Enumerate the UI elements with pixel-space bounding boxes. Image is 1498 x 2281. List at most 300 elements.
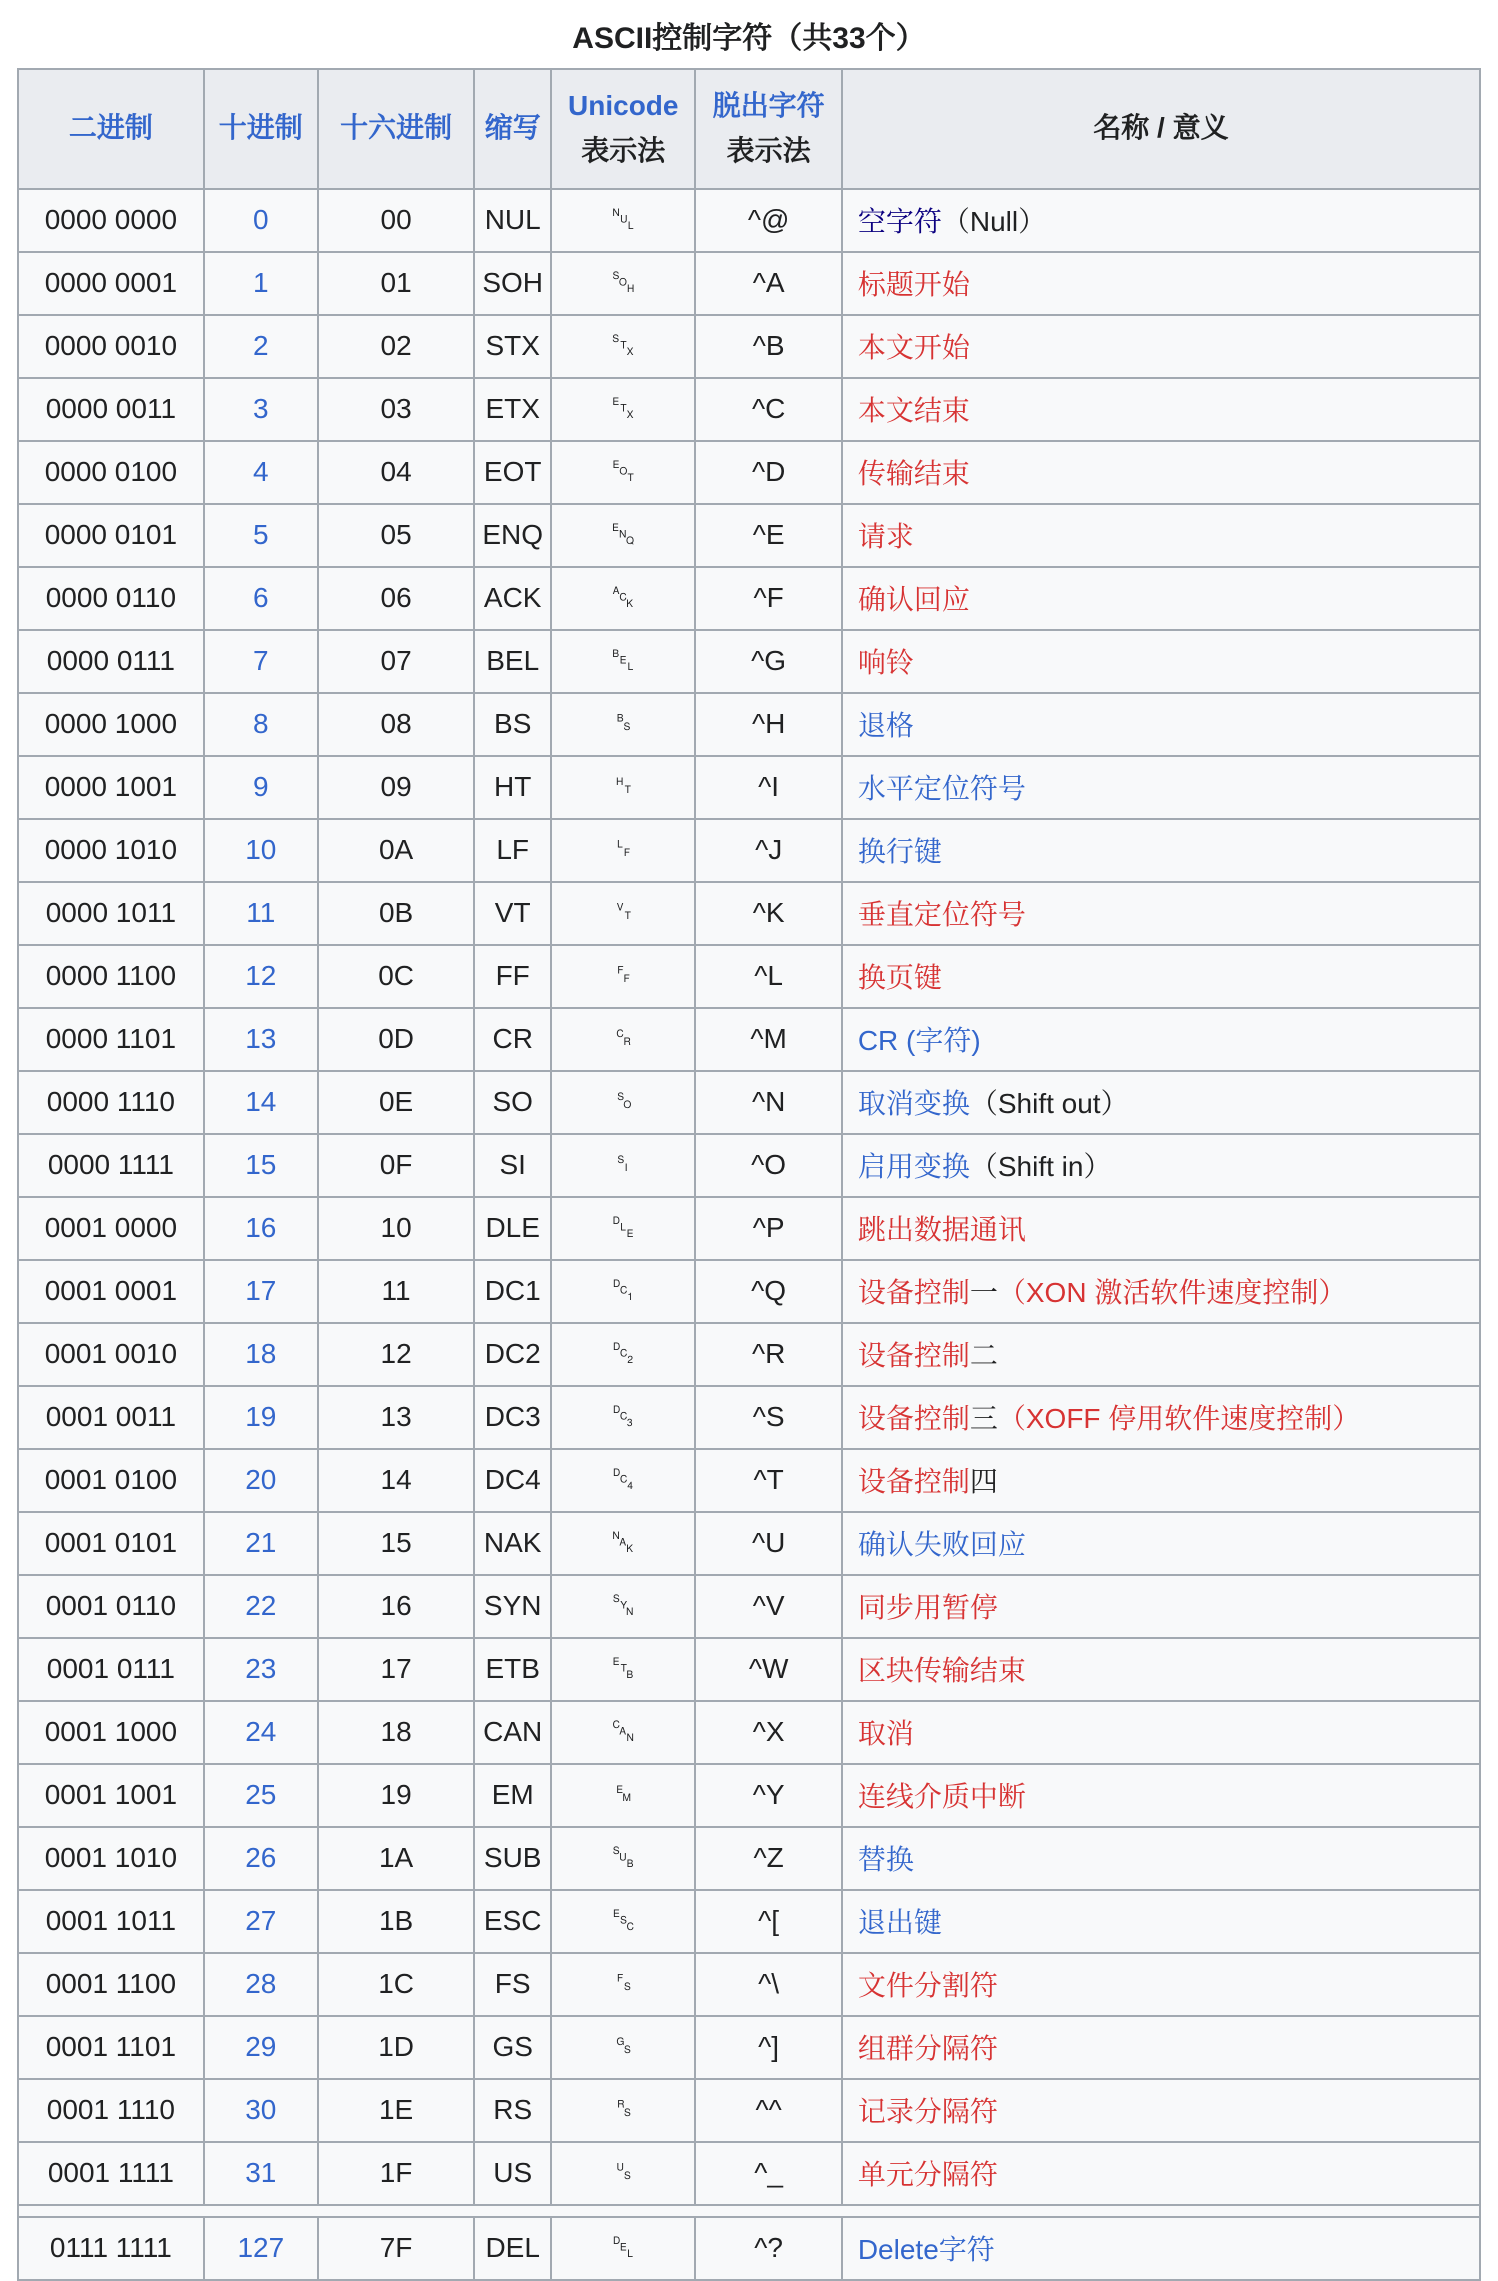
- meaning-text: 一: [969, 1277, 998, 1309]
- meaning-cell: [842, 819, 1480, 882]
- decimal-link[interactable]: 4: [253, 456, 269, 488]
- decimal-cell: [204, 1638, 318, 1701]
- meaning-cell: [842, 693, 1480, 756]
- decimal-link[interactable]: 12: [245, 960, 277, 992]
- table-row: [18, 378, 1480, 441]
- binary-cell: 0001 1010: [18, 1827, 204, 1890]
- col-header-unicode-text: 表示法: [581, 134, 666, 166]
- meaning-cell: [842, 2079, 1480, 2142]
- meaning-cell: [842, 1890, 1480, 1953]
- caret-notation-cell: ^L: [695, 945, 841, 1008]
- hex-cell: 05: [318, 504, 474, 567]
- decimal-cell: [204, 2079, 318, 2142]
- decimal-cell: [204, 1512, 318, 1575]
- decimal-link[interactable]: 27: [245, 1905, 277, 1937]
- caret-notation-cell: ^H: [695, 693, 841, 756]
- decimal-cell: [204, 819, 318, 882]
- meaning-link[interactable]: 启用变换: [857, 1151, 970, 1183]
- hex-cell: 1D: [318, 2016, 474, 2079]
- binary-cell: 0001 0100: [18, 1449, 204, 1512]
- meaning-link[interactable]: 设备控制: [857, 1340, 970, 1372]
- caret-notation-cell: ^?: [695, 2217, 841, 2280]
- abbreviation-cell: STX: [474, 315, 551, 378]
- decimal-cell: [204, 1071, 318, 1134]
- spacer-row: [18, 2205, 1480, 2217]
- unicode-symbol-cell: ␊: [551, 819, 695, 882]
- unicode-symbol-cell: ␜: [551, 1953, 695, 2016]
- hex-cell: 1E: [318, 2079, 474, 2142]
- unicode-symbol-cell: ␅: [551, 504, 695, 567]
- meaning-link[interactable]: 本文开始: [857, 332, 970, 364]
- unicode-symbol-cell: ␟: [551, 2142, 695, 2205]
- abbreviation-cell: DEL: [474, 2217, 551, 2280]
- hex-cell: 06: [318, 567, 474, 630]
- caret-notation-cell: ^D: [695, 441, 841, 504]
- caret-notation-cell: ^Z: [695, 1827, 841, 1890]
- decimal-cell: [204, 1008, 318, 1071]
- meaning-cell: [842, 630, 1480, 693]
- binary-cell: 0001 0110: [18, 1575, 204, 1638]
- unicode-symbol-cell: ␘: [551, 1701, 695, 1764]
- meaning-cell: [842, 1386, 1480, 1449]
- ascii-control-table: [17, 68, 1481, 2281]
- meaning-cell: [842, 1449, 1480, 1512]
- hex-cell: 00: [318, 189, 474, 252]
- decimal-link[interactable]: 16: [245, 1212, 277, 1244]
- hex-cell: 1A: [318, 1827, 474, 1890]
- table-row: [18, 1323, 1480, 1386]
- decimal-link[interactable]: 25: [245, 1779, 277, 1811]
- caret-notation-cell: ^S: [695, 1386, 841, 1449]
- decimal-link[interactable]: 20: [245, 1464, 277, 1496]
- table-row: [18, 1512, 1480, 1575]
- binary-cell: 0000 1000: [18, 693, 204, 756]
- decimal-cell: [204, 1953, 318, 2016]
- meaning-link[interactable]: 传输结束: [857, 458, 970, 490]
- unicode-symbol-cell: ␑: [551, 1260, 695, 1323]
- meaning-link[interactable]: 跳出数据通讯: [857, 1214, 1026, 1246]
- decimal-cell: [204, 1260, 318, 1323]
- abbreviation-cell: SO: [474, 1071, 551, 1134]
- decimal-link[interactable]: 31: [245, 2157, 277, 2189]
- abbreviation-cell: EOT: [474, 441, 551, 504]
- meaning-link[interactable]: 设备控制: [857, 1466, 970, 1498]
- meaning-link[interactable]: 确认失败回应: [857, 1529, 1026, 1561]
- abbreviation-cell: ACK: [474, 567, 551, 630]
- caret-notation-cell: ^B: [695, 315, 841, 378]
- meaning-link[interactable]: 设备控制: [857, 1403, 970, 1435]
- meaning-text: （Null）: [941, 206, 1047, 238]
- abbreviation-cell: LF: [474, 819, 551, 882]
- table-row: [18, 1071, 1480, 1134]
- hex-cell: 1F: [318, 2142, 474, 2205]
- unicode-symbol-cell: ␚: [551, 1827, 695, 1890]
- unicode-symbol-cell: ␂: [551, 315, 695, 378]
- binary-cell: 0001 1111: [18, 2142, 204, 2205]
- decimal-cell: [204, 315, 318, 378]
- binary-cell: 0000 1001: [18, 756, 204, 819]
- decimal-cell: [204, 378, 318, 441]
- decimal-cell: [204, 2217, 318, 2280]
- abbreviation-cell: DC3: [474, 1386, 551, 1449]
- unicode-symbol-cell: ␋: [551, 882, 695, 945]
- unicode-symbol-cell: ␎: [551, 1071, 695, 1134]
- unicode-symbol-cell: ␈: [551, 693, 695, 756]
- abbreviation-cell: CR: [474, 1008, 551, 1071]
- meaning-link[interactable]: 设备控制: [857, 1277, 970, 1309]
- meaning-link[interactable]: 本文结束: [857, 395, 970, 427]
- unicode-symbol-cell: ␗: [551, 1638, 695, 1701]
- meaning-link[interactable]: CR (字符): [857, 1025, 981, 1057]
- meaning-link[interactable]: （XON 激活软件速度控制）: [997, 1277, 1347, 1309]
- meaning-link[interactable]: 空字符: [857, 206, 942, 238]
- abbreviation-cell: DLE: [474, 1197, 551, 1260]
- abbreviation-cell: ETX: [474, 378, 551, 441]
- caret-notation-cell: ^T: [695, 1449, 841, 1512]
- decimal-link[interactable]: 5: [253, 519, 269, 551]
- table-row: [18, 441, 1480, 504]
- caret-notation-cell: ^\: [695, 1953, 841, 2016]
- table-row: [18, 1197, 1480, 1260]
- abbreviation-cell: EM: [474, 1764, 551, 1827]
- meaning-cell: [842, 1512, 1480, 1575]
- col-header-unicode-link[interactable]: Unicode: [568, 90, 679, 121]
- table-row: [18, 1701, 1480, 1764]
- decimal-link[interactable]: 3: [253, 393, 269, 425]
- col-header-abbr-link[interactable]: 缩写: [484, 112, 541, 144]
- decimal-cell: [204, 693, 318, 756]
- hex-cell: 0B: [318, 882, 474, 945]
- binary-cell: 0001 0010: [18, 1323, 204, 1386]
- meaning-text: 四: [969, 1466, 998, 1498]
- table-row: [18, 819, 1480, 882]
- table-row: [18, 693, 1480, 756]
- table-row: [18, 1260, 1480, 1323]
- abbreviation-cell: SOH: [474, 252, 551, 315]
- meaning-cell: [842, 189, 1480, 252]
- decimal-link[interactable]: 22: [245, 1590, 277, 1622]
- meaning-cell: [842, 315, 1480, 378]
- abbreviation-cell: SYN: [474, 1575, 551, 1638]
- hex-cell: 07: [318, 630, 474, 693]
- table-row: [18, 1953, 1480, 2016]
- table-row: [18, 315, 1480, 378]
- table-row: [18, 2079, 1480, 2142]
- binary-cell: 0001 0001: [18, 1260, 204, 1323]
- binary-cell: 0000 0100: [18, 441, 204, 504]
- unicode-symbol-cell: ␃: [551, 378, 695, 441]
- caret-notation-cell: ^[: [695, 1890, 841, 1953]
- meaning-link[interactable]: 水平定位符号: [857, 773, 1026, 805]
- decimal-link[interactable]: 18: [245, 1338, 277, 1370]
- abbreviation-cell: FS: [474, 1953, 551, 2016]
- meaning-link[interactable]: 替换: [857, 1844, 914, 1876]
- meaning-cell: [842, 378, 1480, 441]
- meaning-link[interactable]: 退格: [857, 710, 914, 742]
- abbreviation-cell: CAN: [474, 1701, 551, 1764]
- col-header-decimal: [204, 69, 318, 189]
- meaning-link[interactable]: 响铃: [857, 647, 914, 679]
- meaning-cell: [842, 1827, 1480, 1890]
- hex-cell: 17: [318, 1638, 474, 1701]
- caret-notation-cell: ^A: [695, 252, 841, 315]
- hex-cell: 19: [318, 1764, 474, 1827]
- abbreviation-cell: NAK: [474, 1512, 551, 1575]
- abbreviation-cell: DC4: [474, 1449, 551, 1512]
- decimal-link[interactable]: 8: [253, 708, 269, 740]
- meaning-text: 三: [969, 1403, 998, 1435]
- meaning-link[interactable]: 标题开始: [857, 269, 970, 301]
- meaning-cell: [842, 1953, 1480, 2016]
- decimal-link[interactable]: 23: [245, 1653, 277, 1685]
- decimal-link[interactable]: 30: [245, 2094, 277, 2126]
- binary-cell: 0000 0001: [18, 252, 204, 315]
- table-row: [18, 1575, 1480, 1638]
- meaning-cell: [842, 1071, 1480, 1134]
- table-row: [18, 504, 1480, 567]
- unicode-symbol-cell: ␒: [551, 1323, 695, 1386]
- caret-notation-cell: ^Y: [695, 1764, 841, 1827]
- col-header-abbr: [474, 69, 551, 189]
- unicode-symbol-cell: ␏: [551, 1134, 695, 1197]
- decimal-cell: [204, 1134, 318, 1197]
- decimal-link[interactable]: 21: [245, 1527, 277, 1559]
- meaning-link[interactable]: 组群分隔符: [857, 2033, 998, 2065]
- decimal-link[interactable]: 11: [246, 897, 276, 929]
- decimal-link[interactable]: 9: [253, 771, 269, 803]
- meaning-text: （Shift in）: [969, 1151, 1112, 1183]
- binary-cell: 0000 0111: [18, 630, 204, 693]
- meaning-link[interactable]: 区块传输结束: [857, 1655, 1026, 1687]
- table-row: [18, 882, 1480, 945]
- decimal-link[interactable]: 6: [253, 582, 269, 614]
- table-row: [18, 1827, 1480, 1890]
- hex-cell: 1C: [318, 1953, 474, 2016]
- caret-notation-cell: ^M: [695, 1008, 841, 1071]
- hex-cell: 0D: [318, 1008, 474, 1071]
- binary-cell: 0000 0010: [18, 315, 204, 378]
- table-row: [18, 1449, 1480, 1512]
- col-header-decimal-link[interactable]: 十进制: [218, 112, 303, 144]
- col-header-escape-text: 表示法: [726, 134, 811, 166]
- table-title: ASCII控制字符（共33个）: [572, 22, 926, 55]
- meaning-text: 二: [969, 1340, 998, 1372]
- table-row: [18, 2217, 1480, 2280]
- table-row: [18, 2016, 1480, 2079]
- table-row: [18, 1008, 1480, 1071]
- caret-notation-cell: ^J: [695, 819, 841, 882]
- meaning-text: （Shift out）: [969, 1088, 1129, 1120]
- meaning-cell: [842, 1701, 1480, 1764]
- caret-notation-cell: ^R: [695, 1323, 841, 1386]
- unicode-symbol-cell: ␆: [551, 567, 695, 630]
- decimal-link[interactable]: 29: [245, 2031, 277, 2063]
- meaning-link[interactable]: 文件分割符: [857, 1970, 998, 2002]
- decimal-link[interactable]: 0: [253, 204, 269, 236]
- decimal-cell: [204, 756, 318, 819]
- decimal-link[interactable]: 13: [245, 1023, 277, 1055]
- decimal-link[interactable]: 7: [253, 645, 269, 677]
- decimal-cell: [204, 630, 318, 693]
- binary-cell: 0000 1100: [18, 945, 204, 1008]
- binary-cell: 0001 0111: [18, 1638, 204, 1701]
- hex-cell: 08: [318, 693, 474, 756]
- unicode-symbol-cell: ␖: [551, 1575, 695, 1638]
- decimal-link[interactable]: 15: [245, 1149, 277, 1181]
- decimal-cell: [204, 1575, 318, 1638]
- decimal-cell: [204, 1323, 318, 1386]
- caret-notation-cell: ^W: [695, 1638, 841, 1701]
- decimal-cell: [204, 1890, 318, 1953]
- unicode-symbol-cell: ␇: [551, 630, 695, 693]
- binary-cell: 0000 0000: [18, 189, 204, 252]
- abbreviation-cell: FF: [474, 945, 551, 1008]
- meaning-link[interactable]: 确认回应: [857, 584, 970, 616]
- decimal-cell: [204, 1449, 318, 1512]
- meaning-link[interactable]: 请求: [857, 521, 914, 553]
- col-header-escape: [695, 69, 841, 189]
- hex-cell: 12: [318, 1323, 474, 1386]
- decimal-link[interactable]: 10: [245, 834, 277, 866]
- caret-notation-cell: ^G: [695, 630, 841, 693]
- binary-cell: 0001 0101: [18, 1512, 204, 1575]
- hex-cell: 0A: [318, 819, 474, 882]
- decimal-cell: [204, 882, 318, 945]
- table-row: [18, 1134, 1480, 1197]
- decimal-link[interactable]: 2: [253, 330, 269, 362]
- hex-cell: 16: [318, 1575, 474, 1638]
- abbreviation-cell: BS: [474, 693, 551, 756]
- hex-cell: 04: [318, 441, 474, 504]
- binary-cell: 0001 1000: [18, 1701, 204, 1764]
- unicode-symbol-cell: ␌: [551, 945, 695, 1008]
- table-row: [18, 1890, 1480, 1953]
- col-header-escape-link[interactable]: 脱出字符: [712, 90, 825, 121]
- decimal-link[interactable]: 26: [245, 1842, 277, 1874]
- table-row: [18, 945, 1480, 1008]
- meaning-cell: [842, 252, 1480, 315]
- abbreviation-cell: ESC: [474, 1890, 551, 1953]
- col-header-unicode: [551, 69, 695, 189]
- abbreviation-cell: SI: [474, 1134, 551, 1197]
- binary-cell: 0001 1011: [18, 1890, 204, 1953]
- caret-notation-cell: ^F: [695, 567, 841, 630]
- caret-notation-cell: ^]: [695, 2016, 841, 2079]
- header-row: [18, 69, 1480, 189]
- col-header-binary-link[interactable]: 二进制: [68, 112, 153, 144]
- table-row: [18, 2142, 1480, 2205]
- decimal-link[interactable]: 24: [245, 1716, 277, 1748]
- decimal-link[interactable]: 127: [237, 2232, 285, 2264]
- col-header-hex-link[interactable]: 十六进制: [340, 112, 453, 144]
- meaning-cell: [842, 1638, 1480, 1701]
- binary-cell: 0001 0000: [18, 1197, 204, 1260]
- caret-notation-cell: ^Q: [695, 1260, 841, 1323]
- unicode-symbol-cell: ␞: [551, 2079, 695, 2142]
- col-header-name: [842, 69, 1480, 189]
- unicode-symbol-cell: ␄: [551, 441, 695, 504]
- meaning-cell: [842, 2142, 1480, 2205]
- abbreviation-cell: VT: [474, 882, 551, 945]
- table-row: [18, 630, 1480, 693]
- decimal-link[interactable]: 19: [245, 1401, 277, 1433]
- decimal-link[interactable]: 28: [245, 1968, 277, 2000]
- binary-cell: 0000 1101: [18, 1008, 204, 1071]
- decimal-cell: [204, 441, 318, 504]
- decimal-cell: [204, 504, 318, 567]
- meaning-link[interactable]: 换行键: [857, 836, 942, 868]
- decimal-link[interactable]: 17: [245, 1275, 277, 1307]
- table-row: [18, 1386, 1480, 1449]
- decimal-cell: [204, 2142, 318, 2205]
- binary-cell: 0001 1001: [18, 1764, 204, 1827]
- hex-cell: 0F: [318, 1134, 474, 1197]
- meaning-cell: [842, 1260, 1480, 1323]
- abbreviation-cell: RS: [474, 2079, 551, 2142]
- binary-cell: 0000 0101: [18, 504, 204, 567]
- meaning-link[interactable]: Delete字符: [857, 2234, 995, 2266]
- unicode-symbol-cell: ␀: [551, 189, 695, 252]
- meaning-cell: [842, 2016, 1480, 2079]
- meaning-link[interactable]: 单元分隔符: [857, 2159, 998, 2191]
- meaning-cell: [842, 945, 1480, 1008]
- hex-cell: 7F: [318, 2217, 474, 2280]
- decimal-link[interactable]: 1: [253, 267, 269, 299]
- meaning-cell: [842, 1197, 1480, 1260]
- hex-cell: 11: [318, 1260, 474, 1323]
- binary-cell: 0001 0011: [18, 1386, 204, 1449]
- hex-cell: 0C: [318, 945, 474, 1008]
- meaning-link[interactable]: （XOFF 停用软件速度控制）: [997, 1403, 1361, 1435]
- meaning-cell: [842, 1008, 1480, 1071]
- meaning-link[interactable]: 取消: [857, 1718, 914, 1750]
- abbreviation-cell: US: [474, 2142, 551, 2205]
- decimal-cell: [204, 567, 318, 630]
- hex-cell: 0E: [318, 1071, 474, 1134]
- abbreviation-cell: GS: [474, 2016, 551, 2079]
- meaning-link[interactable]: 同步用暂停: [857, 1592, 998, 1624]
- meaning-link[interactable]: 连线介质中断: [857, 1781, 1026, 1813]
- hex-cell: 14: [318, 1449, 474, 1512]
- decimal-cell: [204, 1827, 318, 1890]
- caret-notation-cell: ^K: [695, 882, 841, 945]
- unicode-symbol-cell: ␛: [551, 1890, 695, 1953]
- caret-notation-cell: ^@: [695, 189, 841, 252]
- decimal-cell: [204, 2016, 318, 2079]
- binary-cell: 0000 0110: [18, 567, 204, 630]
- unicode-symbol-cell: ␙: [551, 1764, 695, 1827]
- meaning-link[interactable]: 取消变换: [857, 1088, 970, 1120]
- binary-cell: 0000 1110: [18, 1071, 204, 1134]
- hex-cell: 02: [318, 315, 474, 378]
- meaning-link[interactable]: 记录分隔符: [857, 2096, 998, 2128]
- caret-notation-cell: ^X: [695, 1701, 841, 1764]
- decimal-cell: [204, 1197, 318, 1260]
- hex-cell: 13: [318, 1386, 474, 1449]
- meaning-link[interactable]: 垂直定位符号: [857, 899, 1026, 931]
- hex-cell: 18: [318, 1701, 474, 1764]
- binary-cell: 0000 0011: [18, 378, 204, 441]
- binary-cell: 0001 1101: [18, 2016, 204, 2079]
- decimal-link[interactable]: 14: [245, 1086, 277, 1118]
- meaning-link[interactable]: 换页键: [857, 962, 942, 994]
- table-row: [18, 1638, 1480, 1701]
- abbreviation-cell: DC1: [474, 1260, 551, 1323]
- hex-cell: 10: [318, 1197, 474, 1260]
- hex-cell: 03: [318, 378, 474, 441]
- decimal-cell: [204, 189, 318, 252]
- meaning-link[interactable]: 退出键: [857, 1907, 942, 1939]
